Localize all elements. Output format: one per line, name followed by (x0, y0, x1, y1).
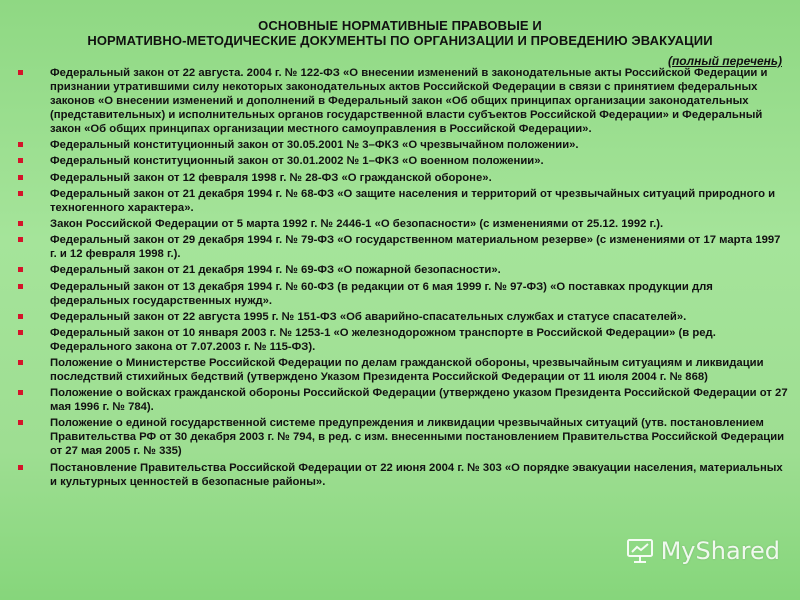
list-item-text: Федеральный закон от 10 января 2003 г. № 1253-1 «О железнодорожном транспорте в Российской Федерации» (в ред. Федерального закона от 7.07.2003 г. № 115-ФЗ). (50, 326, 716, 353)
list-item-text: Федеральный закон от 22 августа 1995 г. № 151-ФЗ «Об аварийно-спасательных службах и статусе спасателей». (50, 310, 687, 323)
title-line-1: ОСНОВНЫЕ НОРМАТИВНЫЕ ПРАВОВЫЕ И (258, 18, 542, 33)
list-item (18, 310, 788, 324)
list-item (18, 416, 788, 458)
bullet-icon (18, 390, 23, 395)
bullet-icon (18, 267, 23, 272)
bullet-icon (18, 420, 23, 425)
list-item (18, 326, 788, 354)
list-item-text: Положение о единой государственной системе предупреждения и ликвидации чрезвычайных ситуаций (утв. постановлением Правительства РФ от 30 декабря 2003 г. № 794, в ред. с изм. внесенными постановлением Правительства Российской Федерации от 27 мая 2005 г. № 335) (50, 417, 785, 458)
bullet-icon (18, 175, 23, 180)
list-item (18, 171, 788, 185)
bullet-icon (18, 237, 23, 242)
list-item-text: Федеральный закон от 21 декабря 1994 г. № 68-ФЗ «О защите населения и территорий от чрезвычайных ситуаций природного и техногенного характера». (50, 187, 776, 214)
list-item (18, 154, 788, 168)
list-item (18, 138, 788, 152)
bullet-icon (18, 70, 23, 75)
list-item-text: Федеральный закон от 12 февраля 1998 г. № 28-ФЗ «О гражданской обороне». (50, 171, 492, 184)
list-item (18, 356, 788, 384)
list-item (18, 187, 788, 215)
list-item-text: Федеральный закон от 13 декабря 1994 г. № 60-ФЗ (в редакции от 6 мая 1999 г. № 97-ФЗ) «О поставках продукции для федеральных государственных нужд». (50, 280, 713, 307)
list-item-text: Федеральный конституционный закон от 30.05.2001 № 3–ФКЗ «О чрезвычайном положении». (50, 139, 579, 152)
list-item-text: Федеральный закон от 29 декабря 1994 г. № 79-ФЗ «О государственном материальном резерве» (с изменениями от 17 марта 1997 г. и 12 февраля 1998 г.). (50, 234, 781, 261)
bullet-icon (18, 465, 23, 470)
bullet-icon (18, 330, 23, 335)
bullet-icon (18, 284, 23, 289)
list-item (18, 280, 788, 308)
list-item-text: Федеральный закон от 22 августа. 2004 г. № 122-ФЗ «О внесении изменений в законодательные акты Российской Федерации и признании утратившими силу некоторых законодательных актов Российской Федерации в связи с принятием федеральных законов «О внесении изменений и дополнений в Федеральный закон «Об общих принципах организации законодательных (представительных) и исполнительных органов государственной власти субъектов Российской Федерации» и Федеральный закон «Об общих принципах организации местного самоуправления в Российской Федерации». (50, 67, 768, 135)
list-item-text: Федеральный конституционный закон от 30.01.2002 № 1–ФКЗ «О военном положении». (50, 155, 544, 168)
bullet-icon (18, 314, 23, 319)
subtitle: (полный перечень) (667, 54, 782, 68)
bullet-icon (18, 191, 23, 196)
list-item (18, 263, 788, 277)
list-item (18, 217, 788, 231)
list-item (18, 386, 788, 414)
list-item (18, 66, 788, 136)
list-item-text: Постановление Правительства Российской Федерации от 22 июня 2004 г. № 303 «О порядке эвакуации населения, материальных и культурных ценностей в безопасные районы». (50, 461, 783, 488)
watermark-text: MyShared (660, 537, 780, 565)
bullet-icon (18, 221, 23, 226)
presentation-icon (625, 536, 655, 566)
list-item (18, 461, 788, 489)
document-list (18, 66, 788, 491)
watermark (625, 536, 780, 566)
title-line-2: НОРМАТИВНО-МЕТОДИЧЕСКИЕ ДОКУМЕНТЫ ПО ОРГАНИЗАЦИИ И ПРОВЕДЕНИЮ ЭВАКУАЦИИ (87, 33, 713, 48)
list-item-text: Положение о Министерстве Российской Федерации по делам гражданской обороны, чрезвычайным ситуациям и ликвидации последствий стихийных бедствий (утверждено Указом Президента Российской Федерации от 11 июля 2004 г. № 868) (50, 357, 764, 384)
page-title (0, 18, 800, 48)
list-item (18, 233, 788, 261)
bullet-icon (18, 142, 23, 147)
list-item-text: Федеральный закон от 21 декабря 1994 г. № 69-ФЗ «О пожарной безопасности». (50, 264, 501, 277)
list-item-text: Закон Российской Федерации от 5 марта 1992 г. № 2446-1 «О безопасности» (с изменениями от 25.12. 1992 г.). (50, 217, 664, 230)
bullet-icon (18, 360, 23, 365)
bullet-icon (18, 158, 23, 163)
list-item-text: Положение о войсках гражданской обороны Российской Федерации (утверждено указом Президента Российской Федерации от 27 мая 1996 г. № 784). (50, 387, 788, 414)
